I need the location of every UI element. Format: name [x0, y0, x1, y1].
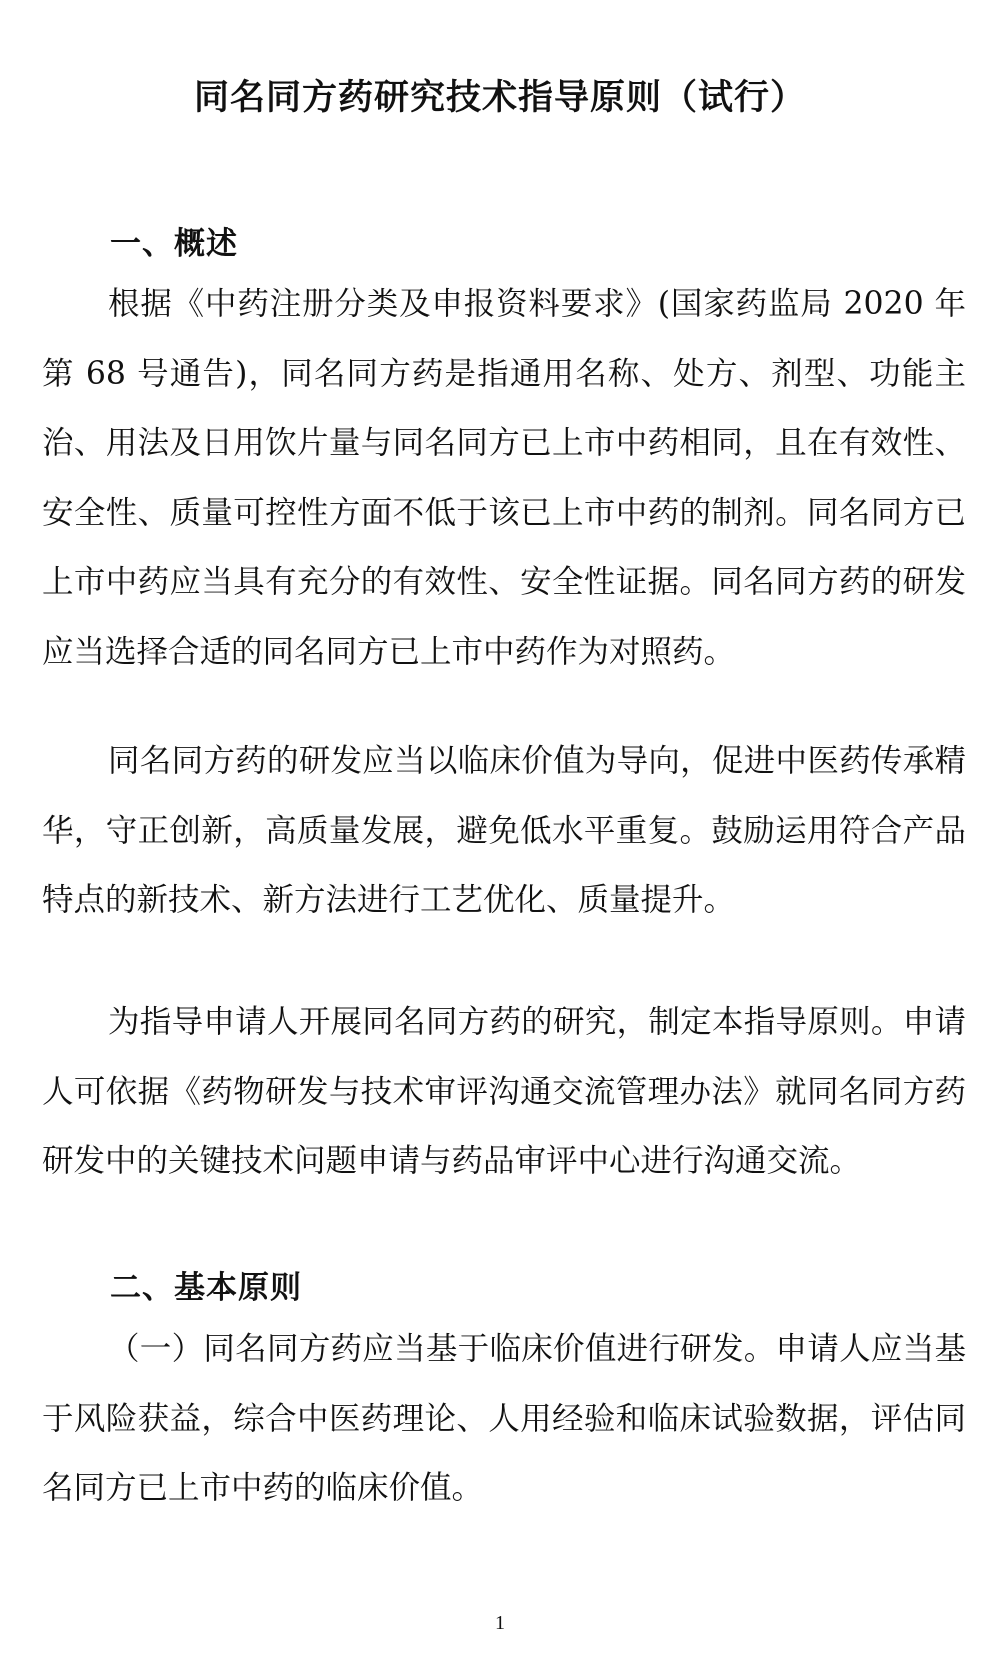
paragraph-overview-3: 为指导申请人开展同名同方药的研究，制定本指导原则。申请人可依据《药物研发与技术审评沟通交流管理办法》就同名同方药研发中的关键技术问题申请与药品审评中心进行沟通交流。	[42, 1004, 966, 1179]
section-heading-overview: 一、概述	[110, 226, 238, 262]
document-title: 同名同方药研究技术指导原则（试行）	[193, 78, 806, 118]
paragraph-overview-1: 根据《中药注册分类及申报资料要求》(国家药监局 2020 年第 68 号通告)，同名同方药是指通用名称、处方、剂型、功能主治、用法及日用饮片量与同名同方已上市中药相同，且在有效性、安全性、质量可控性方面不低于该已上市中药的制剂。同名同方已上市中药应当具有充分的有效性、安全性证据。同名同方药的研发应当选择合适的同名同方已上市中药作为对照药。	[42, 286, 966, 670]
paragraph-overview-2: 同名同方药的研发应当以临床价值为导向，促进中医药传承精华，守正创新，高质量发展，避免低水平重复。鼓励运用符合产品特点的新技术、新方法进行工艺优化、质量提升。	[42, 743, 966, 918]
paragraph-principles-1: （一）同名同方药应当基于临床价值进行研发。申请人应当基于风险获益，综合中医药理论、人用经验和临床试验数据，评估同名同方已上市中药的临床价值。	[42, 1331, 966, 1506]
section-heading-principles: 二、基本原则	[110, 1270, 302, 1306]
page-number: 1	[495, 1612, 505, 1634]
